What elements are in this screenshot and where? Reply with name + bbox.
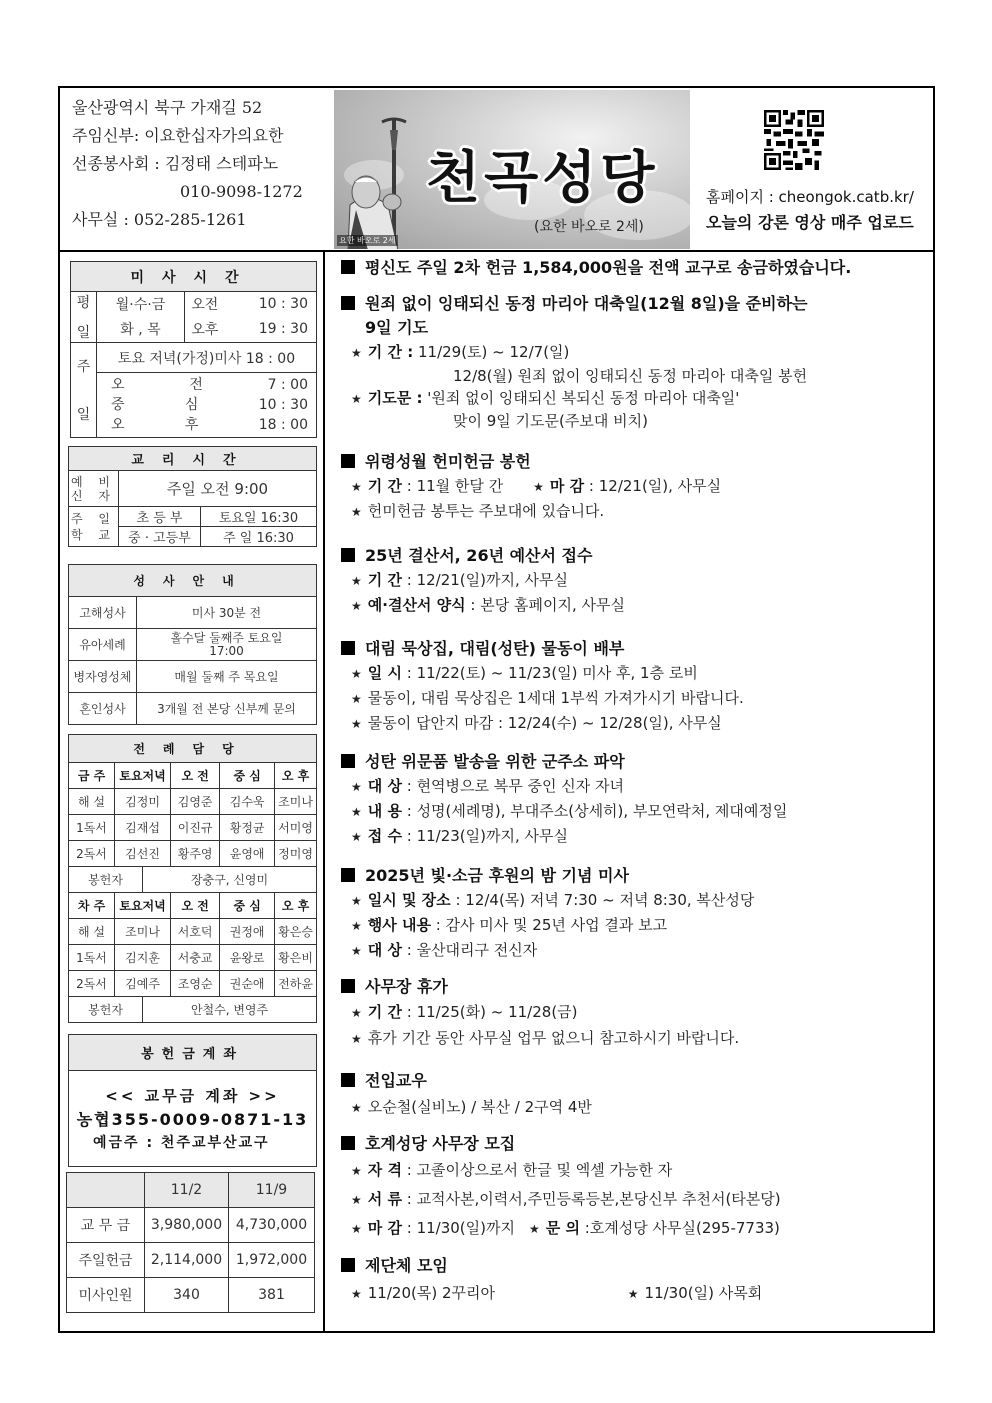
square-bullet-icon [341, 1258, 355, 1272]
weekday-days-2: 화 , 목 [97, 316, 185, 342]
account-info [69, 1071, 317, 1167]
pastor: 주임신부: 이요한십자가의요한 [72, 126, 284, 145]
catechism-title: 교리시간 [69, 447, 317, 471]
weekday-days-1: 월·수·금 [97, 292, 185, 317]
photo-caption: 요한 바오로 2세 [339, 236, 396, 245]
square-bullet-icon [341, 1136, 355, 1150]
table-row: 1독서 김지훈 서충교 윤왕로 황은비 [69, 945, 317, 971]
finance-col-header: 11/2 [145, 1173, 229, 1208]
liturgy-header: 토요저녁 [115, 893, 171, 919]
sunday-label: 주 일 [71, 343, 97, 438]
column-divider [323, 252, 325, 1331]
notice-hiring: 호계성당 사무장 모집 ★ 자 격 : 고졸이상으로서 한글 및 엑셀 가능한 자 ★ 서 류 : 교적사본,이력서,주민등록등본,본당신부 추천서(타본당) ★ 마 감 : 11/30(일)까지 ★ 문 의 :호계성당 사무실(295-7733) [341, 1132, 931, 1243]
council: 선종봉사회 : 김정태 스테파노 [72, 154, 279, 173]
account-holder: 예금주 : 천주교부산교구 [93, 1134, 270, 1151]
council-phone: 010-9098-1272 [180, 182, 303, 201]
sacraments-title: 성사안내 [69, 565, 317, 597]
patron-saint: (요한 바오로 2세) [534, 219, 644, 235]
upload-notice: 오늘의 강론 영상 매주 업로드 [706, 213, 914, 232]
sunday-school-label: 주 일 학 교 [69, 507, 119, 547]
middle-high-time: 주 일 16:30 [201, 527, 317, 547]
liturgy-header: 오 후 [275, 763, 317, 789]
header [60, 88, 933, 252]
mass-times-table [70, 261, 317, 438]
sacrament-name: 병자영성체 [69, 661, 137, 693]
square-bullet-icon [341, 296, 355, 310]
sacrament-name: 고해성사 [69, 597, 137, 629]
table-row: 주일헌금 2,114,000 1,972,000 [67, 1243, 315, 1278]
square-bullet-icon [341, 548, 355, 562]
bulletin-page [58, 86, 935, 1333]
sacrament-name: 유아세례 [69, 629, 137, 661]
church-info [72, 94, 332, 234]
notice-second-collection: 평신도 주일 2차 헌금 1,584,000원을 전액 교구로 송금하였습니다. [341, 256, 931, 280]
elementary-time: 토요일 16:30 [201, 507, 317, 527]
qr-code-icon[interactable] [764, 110, 824, 170]
table-row: 교 무 금 3,980,000 4,730,000 [67, 1208, 315, 1243]
mass-times-title: 미사시간 [71, 262, 317, 292]
finance-col-header: 11/9 [229, 1173, 315, 1208]
notice-office-vacation: 사무장 휴가 ★ 기 간 : 11/25(화) ~ 11/28(금) ★ 휴가 기간 동안 사무실 업무 없으니 참고하시기 바랍니다. [341, 975, 931, 1051]
square-bullet-icon [341, 454, 355, 468]
sacrament-name: 혼인성사 [69, 693, 137, 725]
offering-row: 봉헌자 장충구, 신영미 [69, 867, 317, 893]
square-bullet-icon [341, 868, 355, 882]
pope-illustration [338, 110, 438, 249]
notice-rice-offering: 위령성월 헌미헌금 봉헌 ★ 기 간 : 11월 한달 간 ★ 마 감 : 12/21(일), 사무실 ★ 헌미헌금 봉투는 주보대에 있습니다. [341, 450, 931, 524]
notice-novena: 원죄 없이 잉태되신 동정 마리아 대축일(12월 8일)을 준비하는 9일 기도 ★ 기 간 : 11/29(토) ~ 12/7(일) 12/8(월) 원죄 없이 잉태되신 동정 마리아 대축일 봉헌 ★ 기도문 : '원죄 없이 잉태되신 복되신 동정 마리아 대축일' 맞이 9일 기도문(주보대 비치) [341, 292, 931, 432]
catechumen-label: 예 비 신 자 [69, 471, 119, 507]
office-phone: 사무실 : 052-285-1261 [72, 210, 247, 229]
liturgy-title: 전례담당 [69, 735, 317, 763]
notice-light-salt: 2025년 빛·소금 후원의 밤 기념 미사 ★ 일시 및 장소 : 12/4(목) 저녁 7:30 ~ 저녁 8:30, 복산성당 ★ 행사 내용 : 감사 미사 및 25년 사업 결과 보고 ★ 대 상 : 울산대리구 전신자 [341, 864, 931, 963]
table-row: 해 설 김정미 김영준 김수욱 조미나 [69, 789, 317, 815]
sacrament-info: 3개월 전 본당 신부께 문의 [137, 693, 317, 725]
square-bullet-icon [341, 979, 355, 993]
weekday-ampm-1: 오전 [191, 297, 219, 314]
liturgy-header: 오 전 [171, 763, 220, 789]
liturgy-header: 오 후 [275, 893, 317, 919]
notice-group-meetings: 제단체 모임 ★ 11/20(목) 2꾸리아 ★ 11/30(일) 사목회 [341, 1254, 931, 1309]
table-row: 미사인원 340 381 [67, 1278, 315, 1313]
liturgy-header: 금 주 [69, 763, 115, 789]
sacraments-table [68, 564, 317, 725]
liturgy-header: 중 심 [220, 763, 275, 789]
liturgy-header: 오 전 [171, 893, 220, 919]
weekday-ampm-2: 오후 [185, 316, 225, 342]
liturgy-header: 토요저녁 [115, 763, 171, 789]
star-bullet-icon: ★ [351, 392, 362, 406]
star-bullet-icon: ★ [351, 346, 362, 360]
sacrament-info: 미사 30분 전 [137, 597, 317, 629]
offering-row: 봉헌자 안철수, 변영주 [69, 997, 317, 1023]
account-table [68, 1034, 317, 1167]
catechism-table [68, 446, 317, 547]
saturday-evening-mass: 토요 저녁(가정)미사 18 : 00 [97, 343, 317, 373]
account-subtitle: << 교무금 계좌 >> [105, 1086, 280, 1105]
sacrament-info: 매월 둘째 주 목요일 [137, 661, 317, 693]
square-bullet-icon [341, 1073, 355, 1087]
square-bullet-icon [341, 260, 355, 274]
liturgy-header: 차 주 [69, 893, 115, 919]
notice-advent: 대림 묵상집, 대림(성탄) 물동이 배부 ★ 일 시 : 11/22(토) ~ 11/23(일) 미사 후, 1층 로비 ★ 물동이, 대림 묵상집은 1세대 1부씩 가져가시기 바랍니다. ★ 물동이 답안지 마감 : 12/24(수) ~ 12/28(일), 사무실 [341, 637, 931, 736]
address: 울산광역시 북구 가재길 52 [72, 98, 263, 117]
middle-high-group: 중 · 고등부 [119, 527, 201, 547]
weekday-time-2: 19 : 30 [225, 316, 317, 342]
table-row: 1독서 김재섭 이진규 황정균 서미영 [69, 815, 317, 841]
church-banner [334, 90, 690, 249]
square-bullet-icon [341, 641, 355, 655]
sacrament-info: 홀수달 둘째주 토요일 17:00 [137, 629, 317, 661]
header-links [700, 90, 933, 250]
weekday-label: 평 일 [71, 292, 97, 343]
table-row: 2독서 김예주 조영순 권순애 전하윤 [69, 971, 317, 997]
liturgy-table [68, 734, 317, 1023]
elementary-group: 초 등 부 [119, 507, 201, 527]
liturgy-header: 중 심 [220, 893, 275, 919]
table-row: 2독서 김선진 황주영 윤영애 정미영 [69, 841, 317, 867]
sunday-mass-list: 오 전 7 : 00 중 심 10 : 30 오 후 18 : 00 [97, 373, 317, 438]
catechumen-time: 주일 오전 9:00 [119, 471, 317, 507]
church-name: 천곡성당 [426, 146, 659, 211]
weekday-time-1: 10 : 30 [225, 292, 317, 317]
square-bullet-icon [341, 754, 355, 768]
table-row: 해 설 조미나 서호덕 권정애 황은승 [69, 919, 317, 945]
account-title: 봉헌금계좌 [69, 1035, 317, 1071]
notice-military: 성탄 위문품 발송을 위한 군주소 파악 ★ 대 상 : 현역병으로 복무 중인 신자 자녀 ★ 내 용 : 성명(세례명), 부대주소(상세히), 부모연락처, 제대예정일 ★ 접 수 : 11/23(일)까지, 사무실 [341, 750, 931, 849]
account-number[interactable]: 농협355-0009-0871-13 [76, 1109, 309, 1129]
notice-new-parishioner: 전입교우 ★ 오순철(실비노) / 복산 / 2구역 4반 [341, 1069, 931, 1122]
notice-budget: 25년 결산서, 26년 예산서 접수 ★ 기 간 : 12/21(일)까지, 사무실 ★ 예·결산서 양식 : 본당 홈페이지, 사무실 [341, 544, 931, 618]
finance-table [66, 1172, 315, 1313]
homepage-link[interactable]: 홈페이지 : cheongok.catb.kr/ [706, 188, 914, 206]
